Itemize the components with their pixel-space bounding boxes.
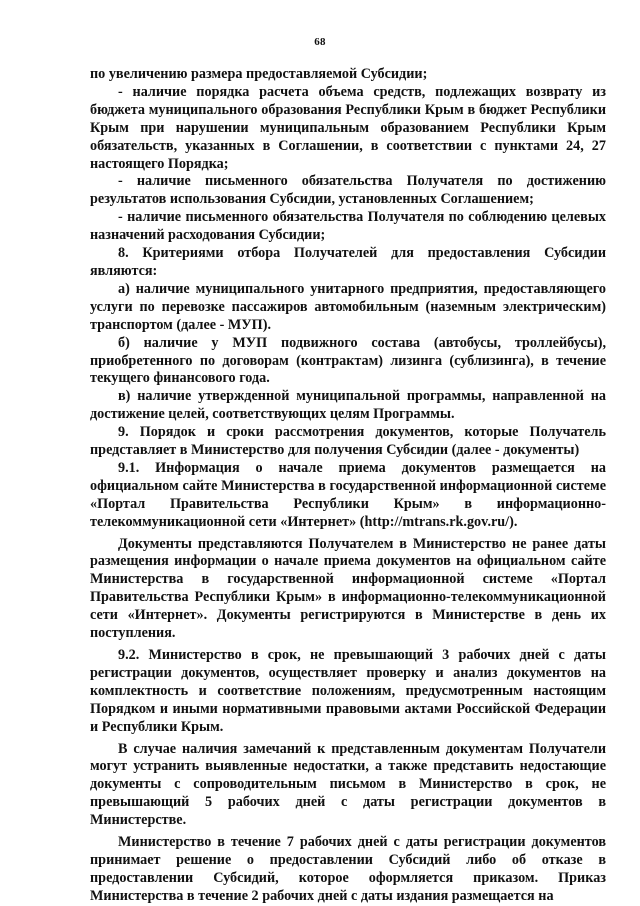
paragraph-decision: Министерство в течение 7 рабочих дней с даты регистрации документов принимает решение о предоставлении Субсидий либо об отказе в предоставлении Субсидий, которое оформляется приказом. Приказ Министерства в течение 2 рабочих дней с даты издания размещается на — [90, 834, 606, 904]
paragraph-remarks: В случае наличия замечаний к представленным документам Получатели могут устранить выявленные недостатки, а также представить недостающие документы с сопроводительным письмом в Министерство в срок, не превышающий 5 рабочих дней с даты регистрации документов в Министерстве. — [90, 740, 606, 829]
paragraph-item-8c: в) наличие утвержденной муниципальной программы, направленной на достижение целей, соответствующих целям Программы. — [90, 388, 606, 423]
paragraph-item-9-2: 9.2. Министерство в срок, не превышающий 3 рабочих дней с даты регистрации документов, осуществляет проверку и анализ документов на комплектность и соответствие положениям, предусмотренным настоящим Порядком и иными нормативными правовыми актами Российской Федерации и Республики Крым. — [90, 647, 606, 735]
document-body — [90, 66, 606, 906]
paragraph-bullet-target-obligation: - наличие письменного обязательства Получателя по соблюдению целевых назначений расходования Субсидии; — [90, 209, 606, 244]
page-number: 68 — [314, 36, 326, 48]
paragraph-item-8b: б) наличие у МУП подвижного состава (автобусы, троллейбусы), приобретенного по договорам (контрактам) лизинга (сублизинга), в течение текущего финансового года. — [90, 334, 606, 387]
paragraph-bullet-refund-order: - наличие порядка расчета объема средств, подлежащих возврату из бюджета муниципального образования Республики Крым в бюджет Республики Крым при нарушении муниципальным образованием Республики Крым обязательств, указанных в Соглашении, в соответствии с пунктами 24, 27 настоящего Порядка; — [90, 83, 606, 172]
paragraph-item-8a: а) наличие муниципального унитарного предприятия, предоставляющего услуги по перевозке пассажиров автомобильным (наземным электрическим) транспортом (далее - МУП). — [90, 280, 606, 333]
paragraph-documents-submission: Документы представляются Получателем в Министерство не ранее даты размещения информации о начале приема документов на официальном сайте Министерства в государственной информационной системе «Портал Правительства Республики Крым» в информационно-телекоммуникационной сети «Интернет». Документы регистрируются в Министерстве в день их поступления. — [90, 535, 606, 642]
paragraph-bullet-results-obligation: - наличие письменного обязательства Получателя по достижению результатов использования Субсидии, установленных Соглашением; — [90, 173, 606, 208]
paragraph-continuation: по увеличению размера предоставляемой Субсидии; — [90, 66, 428, 82]
paragraph-item-9: 9. Порядок и сроки рассмотрения документов, которые Получатель представляет в Министерство для получения Субсидии (далее - документы) — [90, 424, 606, 459]
paragraph-item-9-1: 9.1. Информация о начале приема документов размещается на официальном сайте Министерства в государственной информационной системе «Портал Правительства Республики Крым» в информационно-телекоммуникационной сети «Интернет» (http://mtrans.rk.gov.ru/). — [90, 459, 606, 530]
paragraph-item-8: 8. Критериями отбора Получателей для предоставления Субсидии являются: — [90, 245, 606, 279]
